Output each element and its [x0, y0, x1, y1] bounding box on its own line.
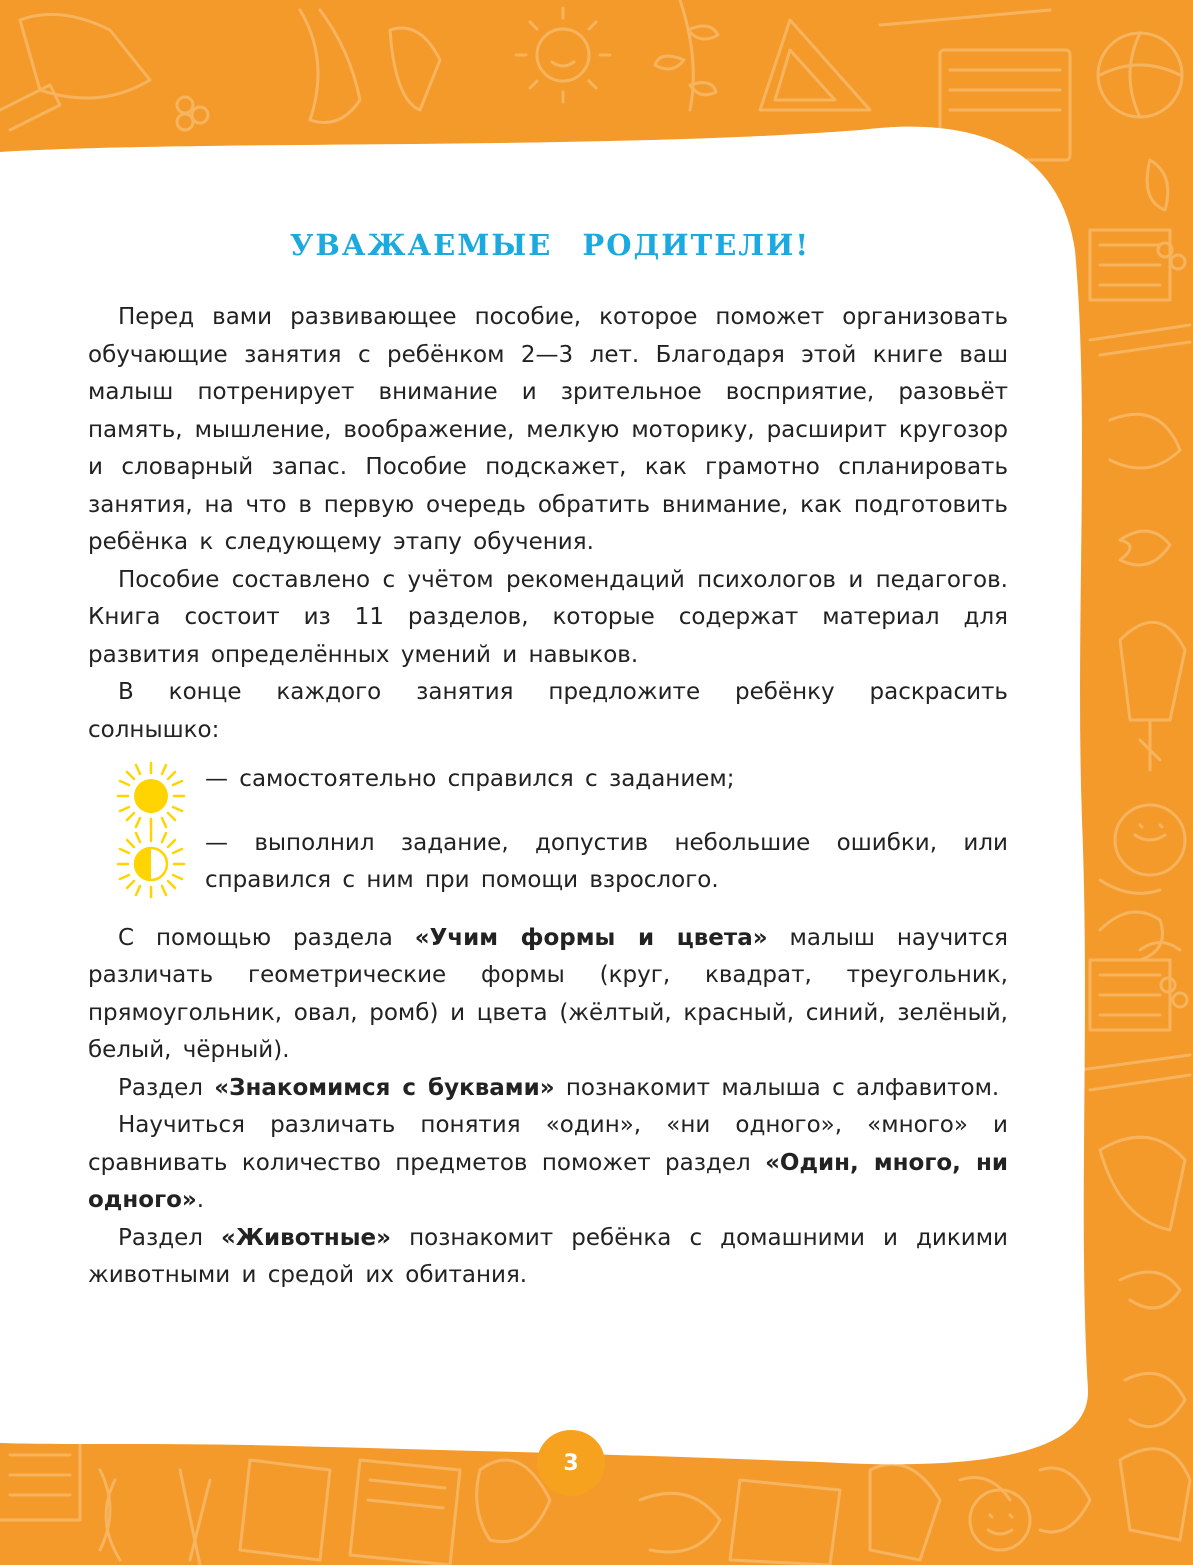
text-span: Раздел [118, 1074, 215, 1101]
body-text [88, 299, 1008, 1295]
section-name-letters: «Знакомимся с буквами» [214, 1074, 555, 1101]
text-span: малыш научится различать геометрические формы (круг, квадрат, треугольник, прямоугольник, овал, ромб) и цвета (жёлтый, красный, синий, зелёный, белый, чёрный). [88, 924, 1008, 1063]
paragraph-sun-instruction: В конце каждого занятия предложите ребёнку раскрасить солнышко: [88, 679, 1008, 743]
page-number-badge: 3 [537, 1430, 605, 1496]
text-span: Научиться различать понятия «один», «ни одного», «много» и сравнивать количество предметов поможет раздел [88, 1112, 1008, 1176]
legend-full-sun [88, 761, 1008, 799]
text-span: С помощью раздела [118, 924, 415, 951]
section-name-shapes-colors: «Учим формы и цвета» [414, 924, 768, 951]
paragraph-intro: Перед вами развивающее пособие, которое поможет организовать обучающие занятия с ребёнком 2—3 лет. Благодаря этой книге ваш малыш потренирует внимание и зрительное восприятие, разовьёт память, мышление, воображение, мелкую моторику, расширит кругозор и словарный запас. Пособие подскажет, как грамотно спланировать занятия, на что в первую очередь обратить внимание, как подготовить ребёнка к следующему этапу обучения. [88, 304, 1008, 555]
page-title: УВАЖАЕМЫЕ РОДИТЕЛИ! [289, 228, 811, 262]
legend-half-text: — выполнил задание, допустив небольшие ошибки, или справился с ним при помощи взрослого. [205, 829, 1008, 893]
paragraph-letters [88, 1070, 1008, 1108]
half-sun-icon [116, 829, 186, 899]
paragraph-shapes-colors [88, 920, 1008, 1070]
text-span: Раздел [118, 1224, 222, 1251]
text-span: познакомит ребёнка с домашними и дикими животными и средой их обитания. [88, 1224, 1008, 1288]
paragraph-composition: Пособие составлено с учётом рекомендаций психологов и педагогов. Книга состоит из 11 разделов, которые содержат материал для развития определённых умений и навыков. [88, 566, 1008, 668]
section-name-one-many-none: «Один, много, ни одного» [88, 1149, 1008, 1213]
text-span: познакомит малыша с алфавитом. [554, 1074, 1000, 1101]
full-sun-icon [116, 761, 186, 831]
legend-full-text: — самостоятельно справился с заданием; [205, 766, 735, 792]
paragraph-one-many-none [88, 1107, 1008, 1220]
paragraph-animals [88, 1220, 1008, 1295]
text-span: . [196, 1187, 205, 1213]
legend-half-sun [88, 825, 1008, 900]
section-name-animals: «Животные» [221, 1224, 391, 1251]
